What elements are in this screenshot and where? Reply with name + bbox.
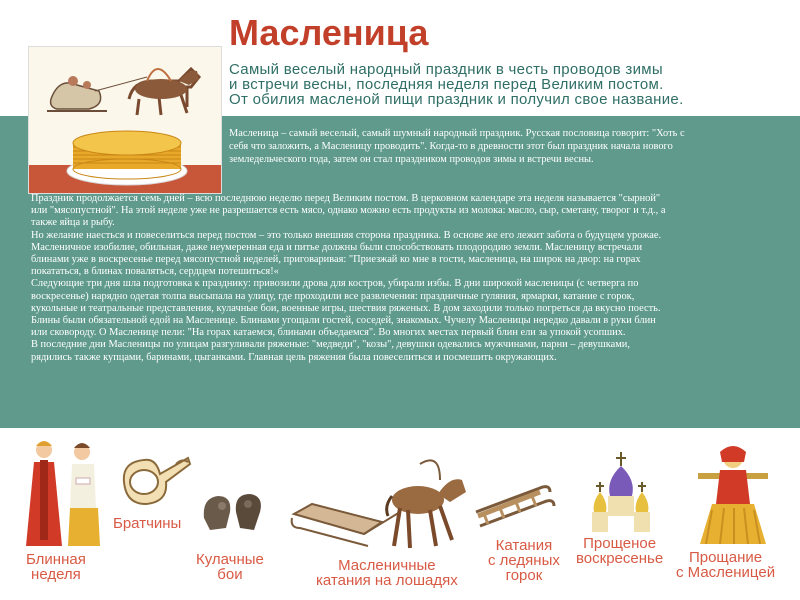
subtitle-line: и встречи весны, последняя неделя перед Великим постом. — [229, 76, 664, 93]
intro-paragraph — [229, 127, 789, 166]
label-line: с ледяных — [488, 552, 560, 569]
label-line: катания на лошадях — [316, 572, 458, 589]
fist-mittens-icon[interactable] — [198, 488, 268, 536]
wooden-ladle-icon[interactable] — [116, 452, 196, 512]
page-title: Масленица — [229, 12, 429, 53]
pancakes-sleigh-image — [29, 47, 221, 193]
label-line: воскресенье — [576, 550, 664, 567]
label-maslenichnye-katania[interactable] — [316, 558, 458, 588]
label-line: неделя — [31, 566, 81, 583]
label-line: Братчины — [113, 515, 182, 532]
label-proshchanie[interactable] — [676, 550, 775, 580]
body-line: кукольные и театральные представления, кулачные бои, военные игры, шествия ряженых. В дом заходили только погреться да вкусно поесть. — [31, 302, 661, 314]
label-line: с Масленицей — [676, 564, 776, 581]
women-figures-icon[interactable] — [22, 438, 108, 550]
label-katania-s-gorok[interactable] — [488, 538, 560, 583]
body-line: В последние дни Масленицы по улицам разгуливали ряженые: "медведи", "козы", девушки одевались мужчинами, парни – девушками, — [31, 339, 630, 351]
horse-sleigh-icon[interactable] — [290, 456, 470, 556]
body-text — [31, 193, 779, 364]
label-line: бои — [217, 566, 243, 583]
body-line: или "мясопустной". На этой неделе уже не разрешается есть мясо, однако можно есть продукты из молока: масло, сыр, сметану, творог и т.д., а — [31, 205, 666, 217]
body-line: Праздник продолжается семь дней – всю последнюю неделю перед Великим постом. В церковном календаре эта неделя называется "сырной" — [31, 193, 661, 204]
body-line: рядились также купцами, баринами, цыганками. Главная цель ряжения была повеселиться и посмешить окружающих. — [31, 351, 557, 363]
body-line: воскресенье) нарядно одетая толпа высыпала на улицу, где проходили все развлечения: праздничные гуляния, ярмарки, катание с горок, — [31, 290, 635, 302]
body-line: покататься, в блинах поваляться, сердцем потешиться!« — [31, 266, 279, 278]
body-line: Следующие три дня шла подготовка к празднику: привозили дрова для костров, убирали избы. В дни широкой масленицы (с четверга по — [31, 278, 639, 290]
label-line: Блинная — [26, 551, 86, 568]
subtitle-line: От обилия масленой пищи праздник и получил свое название. — [229, 91, 684, 108]
body-line: Но желание наесться и повеселиться перед постом – это только внешняя сторона праздника. В основе же его лежит забота о будущем урожае. — [31, 229, 662, 241]
label-kulachnye-boi[interactable] — [196, 552, 264, 582]
label-blinnaya-nedelya[interactable] — [26, 552, 86, 582]
intro-line: себя что заложить, а Масленицу проводить". Когда-то в древности этот был праздник начала нового — [229, 141, 673, 152]
body-line: также яйца и рыбу. — [31, 217, 115, 229]
label-line: Катания — [495, 537, 553, 554]
body-line: или сковороду. О Масленице пели: "На горах катаемся, блинами объедаемся". Во многих местах первый блин ели за упокой усопших. — [31, 327, 626, 339]
church-domes-icon[interactable] — [590, 452, 652, 536]
intro-line: земледельческого года, затем он стал праздником проводов зимы и встречи весны. — [229, 154, 594, 165]
body-line: Блины были обязательной едой на Масленице. Блинами угощали гостей, соседей, знакомых. Чучелу Масленицы нередко давали в руки блин — [31, 315, 656, 327]
label-proshchenoe-voskresenye[interactable] — [576, 536, 663, 566]
body-line: блинами уже в воскресенье перед мясопустной неделей, приговаривая: "Приезжай ко мне в гости, масленица, на широк на двор: на горах — [31, 254, 641, 266]
pancakes-sleigh-illustration — [28, 46, 222, 194]
maslenitsa-effigy-icon[interactable] — [690, 444, 776, 548]
label-line: Прощеное — [583, 535, 657, 552]
wooden-sled-icon[interactable] — [470, 478, 556, 534]
subtitle-line: Самый веселый народный праздник в честь проводов зимы — [229, 61, 663, 78]
label-line: Масленичные — [338, 557, 436, 574]
label-line: Кулачные — [196, 551, 264, 568]
label-line: горок — [505, 567, 543, 584]
label-line: Прощание — [688, 549, 763, 566]
subtitle — [229, 62, 789, 107]
label-bratchiny[interactable] — [113, 516, 181, 531]
intro-line: Масленица – самый веселый, самый шумный народный праздник. Русская пословица говорит: "Хоть с — [229, 128, 685, 139]
body-line: Масленичное изобилие, обильная, даже неумеренная еда и питье должны были способствовать плодородию земли. Масленицу встречали — [31, 241, 643, 253]
